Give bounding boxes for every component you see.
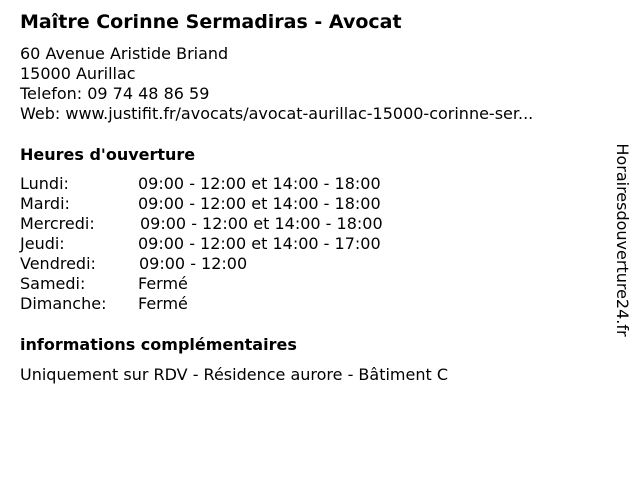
day-label: Lundi:	[20, 174, 69, 193]
day-label: Samedi:	[20, 274, 86, 293]
additional-info-text: Uniquement sur RDV - Résidence aurore - Bâtiment C	[20, 365, 449, 384]
day-hours: Fermé	[138, 274, 188, 293]
address-street: 60 Avenue Aristide Briand	[20, 44, 229, 63]
day-hours: Fermé	[138, 294, 188, 313]
page-title: Maître Corinne Sermadiras - Avocat	[20, 11, 402, 33]
website-link: Web: www.justifit.fr/avocats/avocat-aurillac-15000-corinne-ser...	[20, 104, 534, 123]
address-city: 15000 Aurillac	[20, 64, 136, 83]
day-label: Mardi:	[20, 194, 70, 213]
day-hours: 09:00 - 12:00 et 14:00 - 17:00	[138, 234, 381, 253]
additional-info-heading: informations complémentaires	[20, 335, 297, 354]
day-label: Dimanche:	[20, 294, 107, 313]
day-label: Vendredi:	[20, 254, 96, 273]
day-label: Mercredi:	[20, 214, 95, 233]
day-hours: 09:00 - 12:00 et 14:00 - 18:00	[138, 194, 381, 213]
site-watermark-label: Horairesdouverture24.fr	[613, 143, 632, 337]
contact-block	[20, 44, 533, 124]
day-label: Jeudi:	[20, 234, 65, 253]
day-hours: 09:00 - 12:00	[139, 254, 248, 273]
opening-hours-heading: Heures d'ouverture	[20, 145, 196, 164]
phone-number: Telefon: 09 74 48 86 59	[20, 84, 210, 103]
day-hours: 09:00 - 12:00 et 14:00 - 18:00	[138, 174, 381, 193]
day-hours: 09:00 - 12:00 et 14:00 - 18:00	[140, 214, 383, 233]
